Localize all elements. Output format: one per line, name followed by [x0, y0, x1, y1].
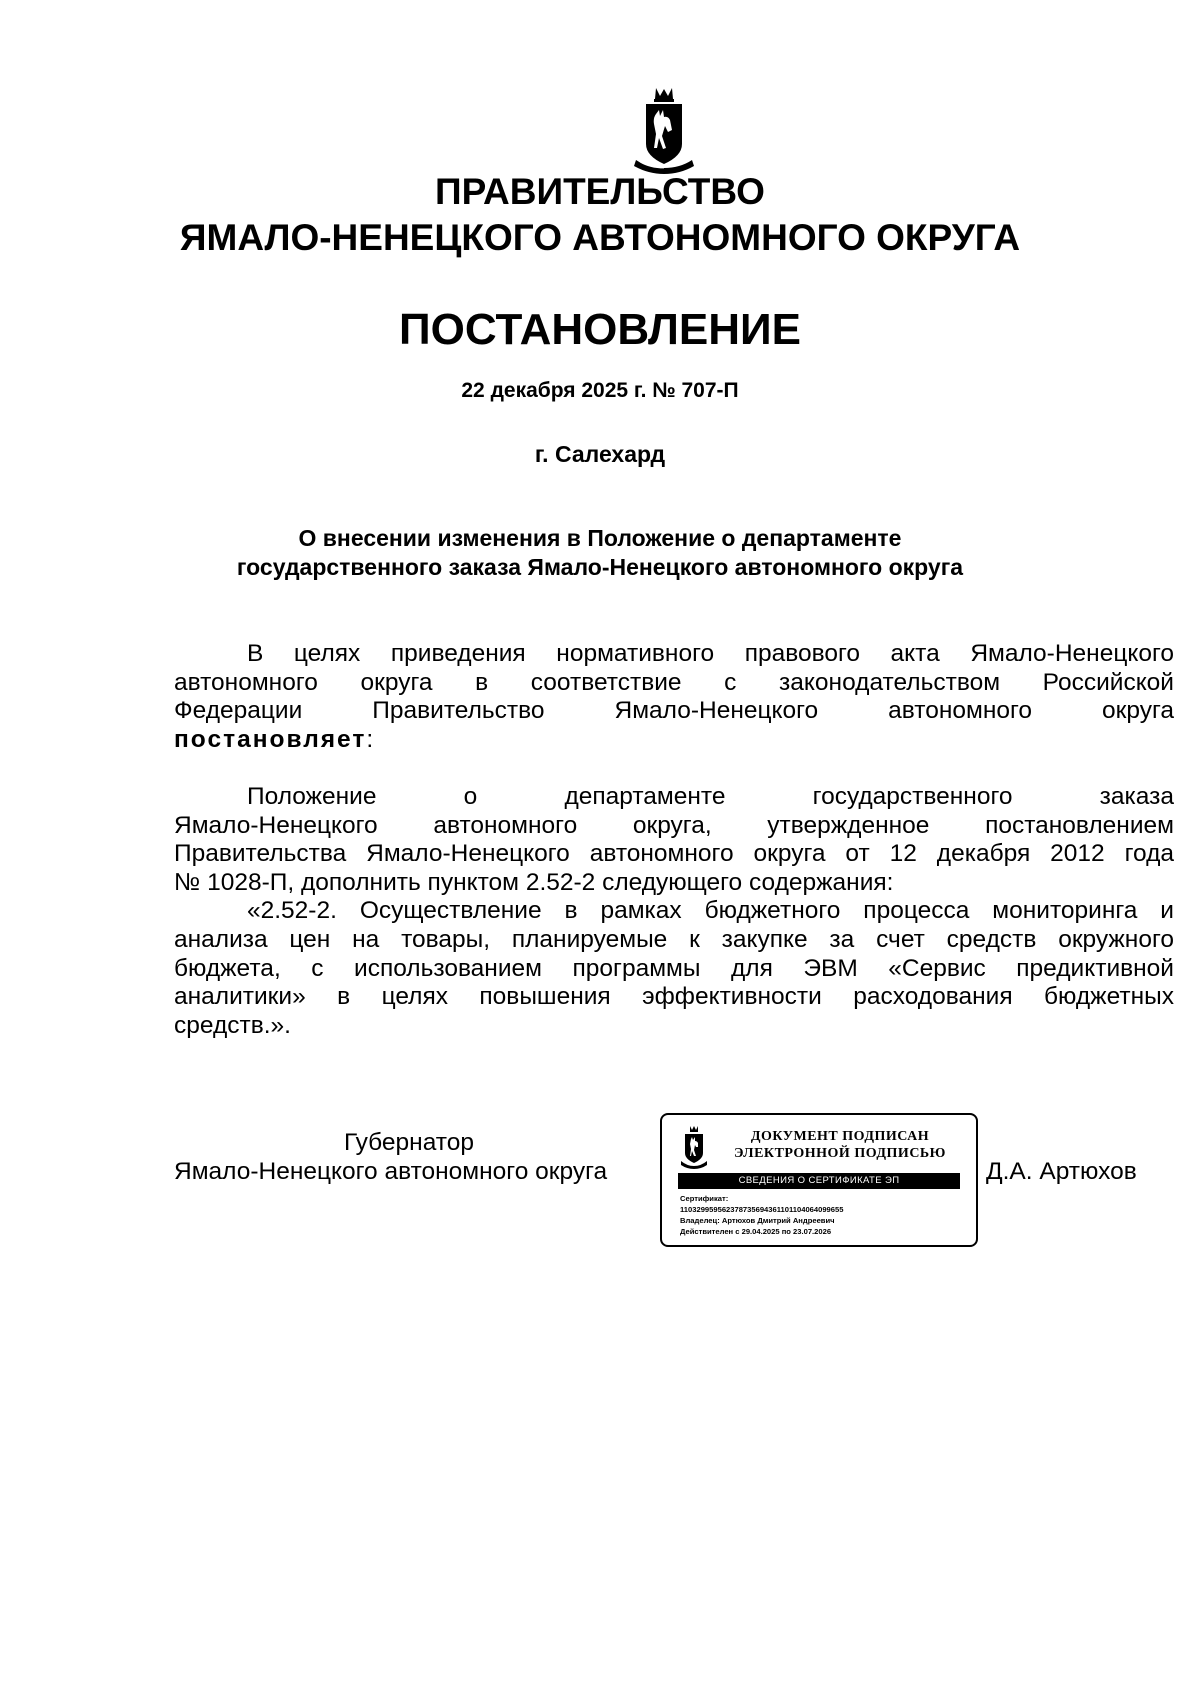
amendment-line: Ямало-Ненецкого автономного округа, утвержденное постановлением — [174, 811, 1174, 839]
government-name-line1: ПРАВИТЕЛЬСТВО — [435, 171, 765, 212]
electronic-signature-stamp — [660, 1113, 978, 1247]
document-subject-line1: О внесении изменения в Положение о департаменте — [298, 525, 902, 551]
signatory-title: Губернатор — [344, 1129, 474, 1156]
preamble-line: В целях приведения нормативного правового акта Ямало-Ненецкого — [247, 640, 1174, 667]
coat-of-arms-emblem — [632, 86, 696, 176]
stamp-cert-number: 110329959562378735694361101104064099655 — [680, 1205, 844, 1214]
document-type: ПОСТАНОВЛЕНИЕ — [398, 305, 802, 354]
stamp-validity: Действителен с 29.04.2025 по 23.07.2026 — [680, 1227, 832, 1236]
preamble-line: автономного округа в соответствие с законодательством Российской — [174, 668, 1174, 696]
preamble-line: Федерации Правительство Ямало-Ненецкого автономного округа — [174, 697, 1174, 725]
amendment-line: Положение о департаменте государственного заказа — [247, 783, 1174, 810]
preamble-decree-line — [174, 726, 1174, 755]
stamp-cert-label: Сертификат: — [680, 1194, 729, 1203]
document-date-number: 22 декабря 2025 г. № 707-П — [461, 379, 739, 402]
amendment-line: № 1028-П, дополнить пунктом 2.52-2 следующего содержания: — [174, 868, 894, 896]
preamble-paragraph — [174, 640, 1174, 754]
decree-word: постановляет — [174, 725, 367, 753]
stamp-certificate-bar: СВЕДЕНИЯ О СЕРТИФИКАТЕ ЭП — [678, 1173, 960, 1189]
signatory-position — [174, 1128, 644, 1186]
amendment-quote-line: «2.52-2. Осуществление в рамках бюджетного процесса мониторинга и — [247, 897, 1174, 925]
stamp-emblem-icon — [680, 1125, 708, 1169]
stamp-title-line1: ДОКУМЕНТ ПОДПИСАН — [750, 1129, 930, 1144]
stamp-title — [720, 1128, 960, 1162]
document-city: г. Салехард — [534, 441, 666, 467]
signatory-name: Д.А. Артюхов — [986, 1158, 1137, 1185]
document-subject-line2: государственного заказа Ямало-Ненецкого автономного округа — [236, 554, 964, 580]
amendment-quote-line: аналитики» в целях повышения эффективности расходования бюджетных — [174, 983, 1174, 1011]
signatory-region: Ямало-Ненецкого автономного округа — [174, 1158, 608, 1185]
amendment-quote-line: анализа цен на товары, планируемые к закупке за счет средств окружного — [174, 925, 1174, 953]
government-name-line2: ЯМАЛО-НЕНЕЦКОГО АВТОНОМНОГО ОКРУГА — [179, 217, 1021, 258]
amendment-line: Правительства Ямало-Ненецкого автономного округа от 12 декабря 2012 года — [174, 840, 1174, 868]
amendment-quote-line: средств.». — [174, 1011, 291, 1039]
stamp-certificate-info — [680, 1193, 965, 1237]
amendment-paragraph — [174, 783, 1174, 1040]
stamp-owner: Владелец: Артюхов Дмитрий Андреевич — [680, 1216, 835, 1225]
decree-colon: : — [366, 725, 374, 753]
stamp-title-line2: ЭЛЕКТРОННОЙ ПОДПИСЬЮ — [734, 1146, 946, 1161]
amendment-quote-line: бюджета, с использованием программы для ЭВМ «Сервис предиктивной — [174, 954, 1174, 982]
